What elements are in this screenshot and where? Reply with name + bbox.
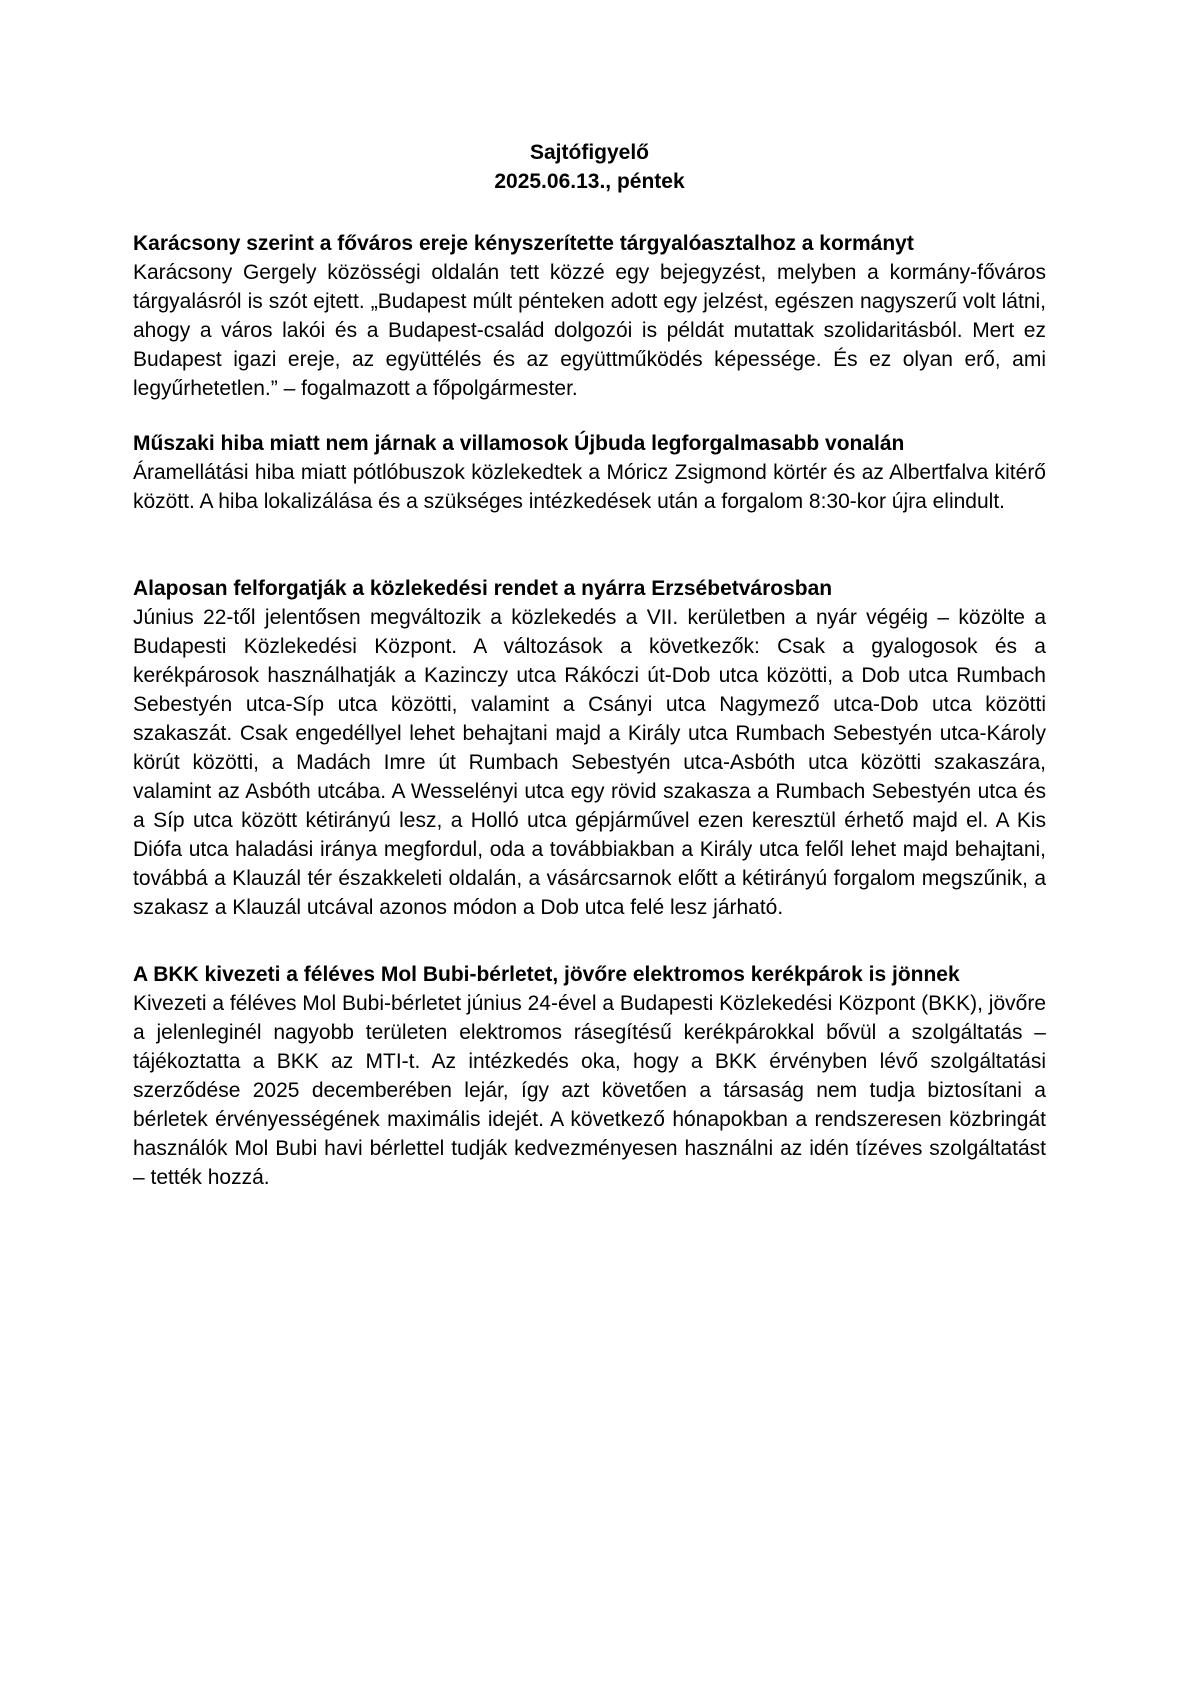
news-section-molbubi bbox=[133, 960, 1046, 1192]
section-heading: Alaposan felforgatják a közlekedési rendet a nyárra Erzsébetvárosban bbox=[133, 577, 833, 600]
section-body: Június 22-től jelentősen megváltozik a közlekedés a VII. kerületben a nyár végéig – közölte a Budapesti Közlekedési Központ. A változások a következők: Csak a gyalogosok és a kerékpárosok használhatják a Kazinczy utca Rákóczi út-Dob utca közötti, a Dob utca Rumbach Sebestyén utca-Síp utca közötti, valamint a Csányi utca Nagymező utca-Dob utca közötti szakaszát. Csak engedéllyel lehet behajtani majd a Király utca Rumbach Sebestyén utca-Károly körút közötti, a Madách Imre út Rumbach Sebestyén utca-Asbóth utca közötti szakaszára, valamint az Asbóth utcába. A Wesselényi utca egy rövid szakasza a Rumbach Sebestyén utca és a Síp utca között kétirányú lesz, a Holló utca gépjárművel ezen keresztül érhető majd el. A Kis Diófa utca haladási iránya megfordul, oda a továbbiakban a Király utca felől lehet majd behajtani, továbbá a Klauzál tér északkeleti oldalán, a vásárcsarnok előtt a kétirányú forgalom megszűnik, a szakasz a Klauzál utcával azonos módon a Dob utca felé lesz járható. bbox=[133, 606, 1046, 919]
news-section-erzsebetvaros bbox=[133, 574, 1046, 922]
news-section-villamos bbox=[133, 429, 1046, 516]
section-body: Áramellátási hiba miatt pótlóbuszok közlekedtek a Móricz Zsigmond körtér és az Albertfalva kitérő között. A hiba lokalizálása és a szükséges intézkedések után a forgalom 8:30-kor újra elindult. bbox=[133, 461, 1046, 513]
section-heading: Műszaki hiba miatt nem járnak a villamosok Újbuda legforgalmasabb vonalán bbox=[133, 432, 905, 455]
document-header bbox=[133, 138, 1046, 196]
section-body: Karácsony Gergely közösségi oldalán tett közzé egy bejegyzést, melyben a kormány-főváros tárgyalásról is szót ejtett. „Budapest múlt pénteken adott egy jelzést, egészen nagyszerű volt látni, ahogy a város lakói és a Budapest-család dolgozói is példát mutattak szolidaritásból. Mert ez Budapest igazi ereje, az együttélés és az együttműködés képessége. És ez olyan erő, ami legyűrhetetlen.” – fogalmazott a főpolgármester. bbox=[133, 261, 1046, 400]
section-heading: Karácsony szerint a főváros ereje kényszerítette tárgyalóasztalhoz a kormányt bbox=[133, 232, 914, 255]
section-heading: A BKK kivezeti a féléves Mol Bubi-bérletet, jövőre elektromos kerékpárok is jönnek bbox=[133, 963, 960, 986]
document-date: 2025.06.13., péntek bbox=[494, 170, 685, 193]
section-body: Kivezeti a féléves Mol Bubi-bérletet június 24-ével a Budapesti Közlekedési Központ (BKK), jövőre a jelenleginél nagyobb területen elektromos rásegítésű kerékpárokkal bővül a szolgáltatás – tájékoztatta a BKK az MTI-t. Az intézkedés oka, hogy a BKK érvényben lévő szolgáltatási szerződése 2025 decemberében lejár, így azt követően a társaság nem tudja biztosítani a bérletek érvényességének maximális idejét. A következő hónapokban a rendszeresen közbringát használók Mol Bubi havi bérlettel tudják kedvezményesen használni az idén tízéves szolgáltatást – tették hozzá. bbox=[133, 992, 1046, 1189]
news-section-karacsony bbox=[133, 229, 1046, 403]
document-title: Sajtófigyelő bbox=[529, 141, 650, 164]
